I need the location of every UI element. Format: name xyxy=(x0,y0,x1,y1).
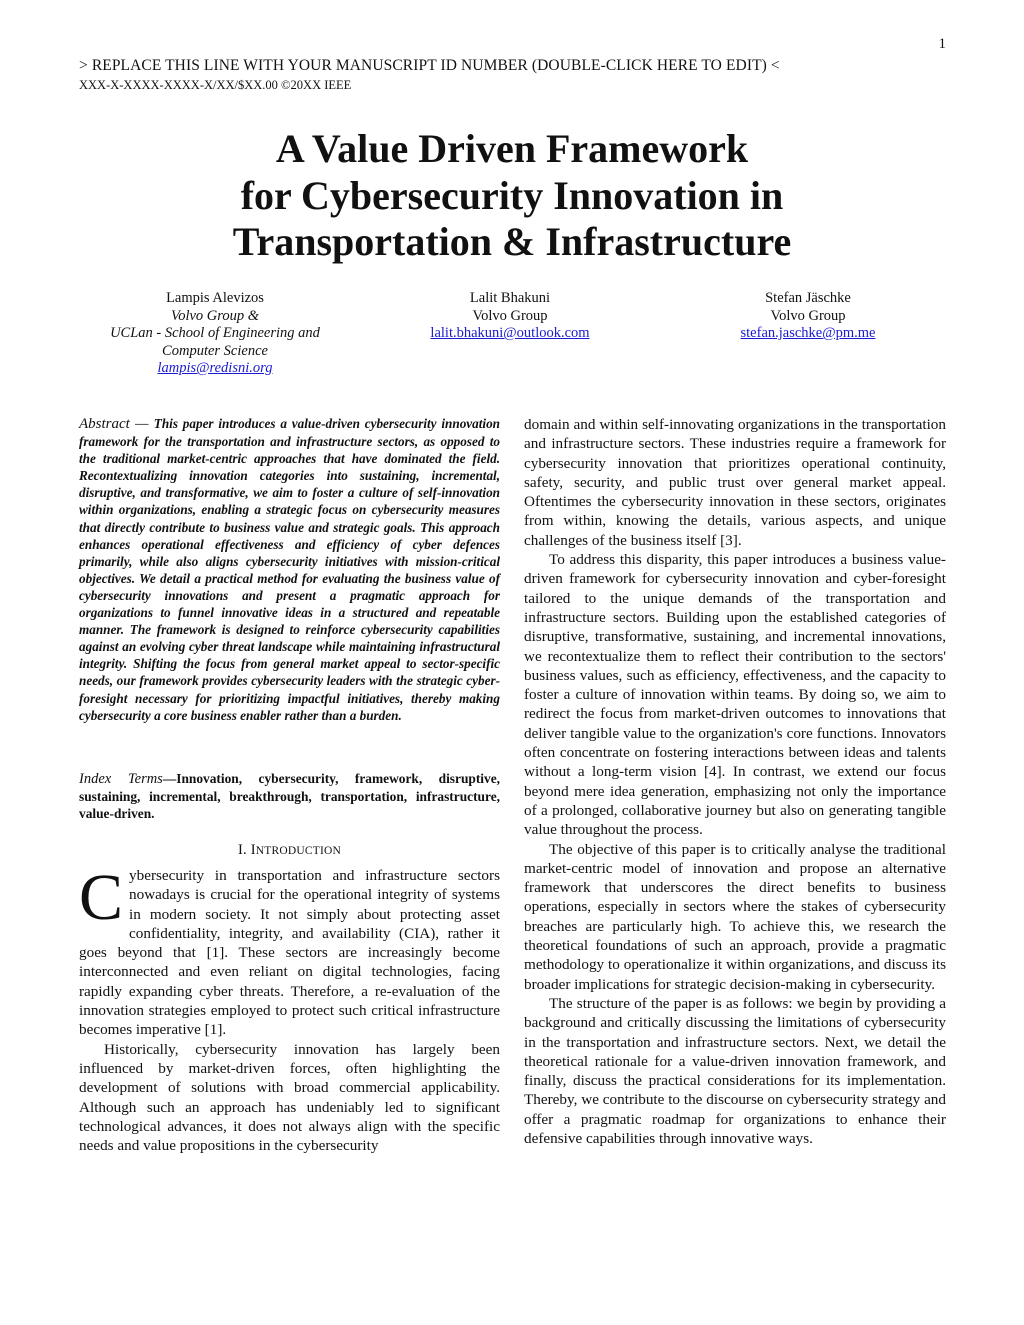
abstract-label: Abstract xyxy=(79,416,130,432)
author-email-link[interactable]: stefan.jaschke@pm.me xyxy=(740,325,876,341)
section-heading xyxy=(79,842,500,859)
intro-paragraph-text: ybersecurity in transportation and infrastructure sectors nowadays is crucial for the operational integrity of systems in modern society. It not simply about protecting asset confidentiality, integrity, and availability (CIA), rather it goes beyond that [1]. These sectors are increasingly become interconnected and even reliant on digital technologies, facing rapidly expanding cyber threats. Therefore, a re-evaluation of the innovation strategies employed to protect such critical infrastructure becomes imperative [1]. xyxy=(79,866,500,1039)
author-name: Lampis Alevizos xyxy=(166,290,264,306)
paper-title xyxy=(60,126,964,266)
abstract xyxy=(79,415,500,724)
index-terms-text: Innovation, cybersecurity, framework, disruptive, sustaining, incremental, breakthrough, transportation, infrastructure, value-driven. xyxy=(79,770,500,821)
author-block xyxy=(683,290,933,343)
index-terms-label: Index Terms xyxy=(79,770,163,787)
index-terms xyxy=(79,770,500,822)
author-affiliation: Volvo Group & xyxy=(170,307,260,324)
title-line: for Cybersecurity Innovation in xyxy=(240,172,784,218)
intro-paragraph xyxy=(79,860,500,1040)
author-affiliation: UCLan - School of Engineering and xyxy=(110,325,320,341)
section-title-initial: I xyxy=(250,841,256,858)
drop-cap: C xyxy=(79,860,124,934)
left-column xyxy=(79,415,500,1155)
author-affiliation: Volvo Group xyxy=(472,307,548,324)
section-number: I. xyxy=(238,841,251,858)
body-paragraph: The structure of the paper is as follows: we begin by providing a background and critically discussing the limitations of cybersecurity in the transportation and infrastructure sectors. Next, we detail the theoretical rationale for a value-driven innovation framework, and finally, discuss the practical considerations for its implementation. Thereby, we contribute to the discourse on cybersecurity strategy and offer a pragmatic roadmap for organizations to enhance their defensive capabilities through innovative ways. xyxy=(524,994,946,1147)
copyright-line: XXX-X-XXXX-XXXX-X/XX/$XX.00 ©20XX IEEE xyxy=(79,78,352,92)
right-column xyxy=(524,415,946,1148)
author-name: Lalit Bhakuni xyxy=(469,290,551,306)
body-paragraph: To address this disparity, this paper introduces a business value-driven framework for cybersecurity innovation and cyber-foresight tailored to the unique demands of the transportation and infrastructure sectors. Building upon the established categories of disruptive, transformative, sustaining, and incremental innovations, we recontextualize them to reflect their contribution to the sectors' business values, such as efficiency, effectiveness, and the capacity to foster a culture of innovation within teams. By doing so, we aim to redirect the focus from market-driven outcomes to innovations that deliver tangible value to the organization's core functions. Innovators often concentrate on fostering interactions between ideas and talents without a long-term vision [4]. In contrast, we extend our focus beyond mere idea generation, emphasizing not only the importance of a prolonged, collaborative journey but also on generating tangible value throughout the process. xyxy=(524,551,946,839)
author-email-link[interactable]: lampis@redisni.org xyxy=(157,360,273,376)
title-line: Transportation & Infrastructure xyxy=(232,219,792,264)
index-terms-dash: — xyxy=(162,770,177,786)
body-paragraph: The objective of this paper is to critically analyse the traditional market-centric model of innovation and propose an alternative framework that underscores the direct benefits to business operations, especially in sectors where the stakes of cybersecurity breaches are particularly high. To achieve this, we research the theoretical foundations of such an approach, provide a pragmatic methodology to operationalize it within organizations, and discuss its broader implications for strategic decision-making in cybersecurity. xyxy=(524,840,946,993)
author-name: Stefan Jäschke xyxy=(765,290,851,306)
page-number: 1 xyxy=(938,36,946,52)
title-line: A Value Driven Framework xyxy=(275,126,749,171)
author-affiliation: Computer Science xyxy=(162,342,268,359)
body-paragraph: Historically, cybersecurity innovation has largely been influenced by market-driven forces, often highlighting the development of solutions with broad commercial applicability. Although such an approach has undeniably led to significant technological advances, it does not always align with the specific needs and value propositions in the cybersecurity xyxy=(79,1040,500,1155)
section-title-rest: NTRODUCTION xyxy=(255,844,341,857)
abstract-text: This paper introduces a value-driven cybersecurity innovation framework for the transportation and infrastructure sectors, as opposed to the traditional market-centric approaches that have dominated the field. Recontextualizing innovation categories into sustaining, incremental, disruptive, and transformative, we aim to foster a culture of self-innovation within organizations, enabling a strategic focus on cybersecurity measures that directly contribute to business value and strategic goals. This approach enhances operational effectiveness and efficiency of cyber defences primarily, while also aligns cybersecurity initiatives with mission-critical objectives. We detail a practical method for evaluating the business value of cybersecurity innovations and present a pragmatic approach for organizations to funnel innovative ideas in a structured and repeatable manner. The framework is designed to reinforce cybersecurity capabilities against an evolving cyber threat landscape while maintaining infrastructural integrity. Shifting the focus from general market appeal to sector-specific needs, our framework provides cybersecurity leaders with the strategic cyber-foresight necessary for prioritizing impactful initiatives, thereby making cybersecurity a core business enabler rather than a burden. xyxy=(79,416,500,723)
abstract-dash: — xyxy=(129,416,154,432)
body-paragraph: domain and within self-innovating organizations in the transportation and infrastructure sectors. These industries require a framework for cybersecurity innovation that prioritizes operational continuity, safety, security, and public trust over general market appeal. Oftentimes the cybersecurity innovation in these sectors, originates from within, knowing the details, various aspects, and unique challenges of the business itself [3]. xyxy=(524,416,946,549)
author-block xyxy=(385,290,635,343)
author-block xyxy=(90,290,340,378)
manuscript-id-header: > REPLACE THIS LINE WITH YOUR MANUSCRIPT ID NUMBER (DOUBLE-CLICK HERE TO EDIT) < xyxy=(79,57,780,74)
author-affiliation: Volvo Group xyxy=(770,307,846,324)
author-email-link[interactable]: lalit.bhakuni@outlook.com xyxy=(430,325,590,341)
